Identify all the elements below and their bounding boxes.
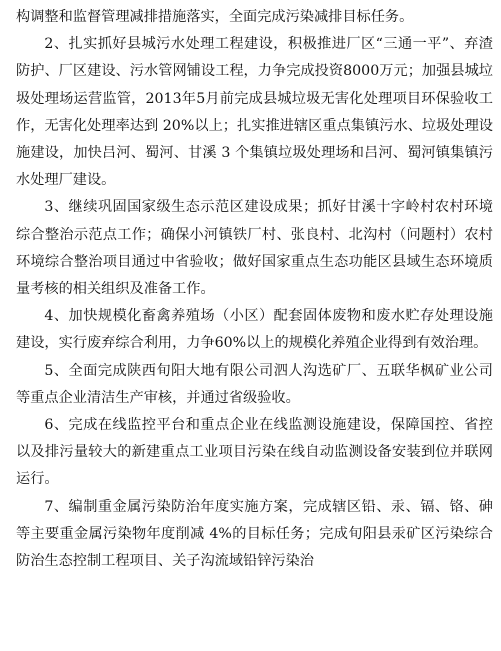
paragraph-item-6: 6、完成在线监控平台和重点企业在线监测设施建设，保障国控、省控以及排污量较大的新建重点工业项目污染在线自动监测设备安装到位并联网运行。 — [16, 417, 493, 488]
paragraph-item-3: 3、继续巩固国家级生态示范区建设成果；抓好甘溪十字岭村农村环境综合整治示范点工作；确保小河镇铁厂村、张良村、北沟村（问题村）农村环境综合整治项目通过中省验收；做好国家重点生态功能区县域生态环境质量考核的相关组织及准备工作。 — [16, 199, 493, 298]
paragraph-item-4: 4、加快规模化畜禽养殖场（小区）配套固体废物和废水贮存处理设施建设，实行废弃综合利用，力争60%以上的规模化养殖企业得到有效治理。 — [16, 308, 493, 352]
paragraph-continuation: 构调整和监督管理减排措施落实，全面完成污染减排目标任务。 — [16, 9, 414, 25]
paragraph-item-7: 7、编制重金属污染防治年度实施方案，完成辖区铅、汞、镉、铬、砷等主要重金属污染物年度削减 4%的目标任务；完成旬阳县汞矿区污染综合防治生态控制工程项目、关子沟流域铅锌污染治 — [16, 498, 493, 570]
paragraph-item-5: 5、全面完成陕西旬阳大地有限公司泗人沟选矿厂、五联华枫矿业公司等重点企业清洁生产审核，并通过省级验收。 — [16, 362, 493, 406]
paragraph-item-2: 2、扎实抓好县城污水处理工程建设，积极推进厂区“三通一平”、弃渣防护、厂区建设、污水管网铺设工程，力争完成投资8000万元；加强县城垃圾处理场运营监管，2013年5月前完成县城垃圾无害化处理项目环保验收工作，无害化处理率达到 20%以上；扎实推进辖区重点集镇污水、垃圾处理设施建设，加快吕河、蜀河、甘溪 3 个集镇垃圾处理场和吕河、蜀河镇集镇污水处理厂建设。 — [16, 36, 493, 189]
